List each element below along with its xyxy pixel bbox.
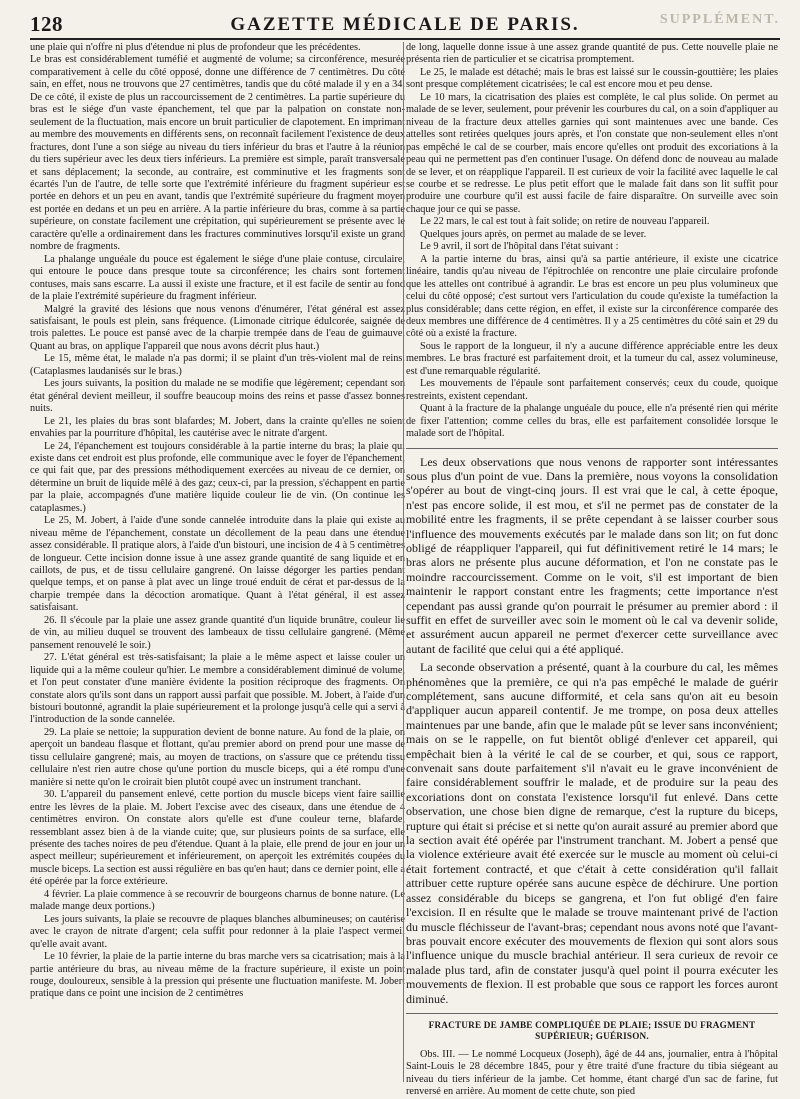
paragraph: Le 25, M. Jobert, à l'aide d'une sonde cannelée introduite dans la plaie qui existe au niveau même de l'épanchement, constate un décollement de la peau dans une étendue assez considérable. Il pratique alors, à l'aide d'un bistouri, une incision de 4 à 5 centimètres de longueur. Cette incision donne issue à une assez grande quantité de sang liquide et en caillots, de pus, et de tissu cellulaire gangrené. On laisse dégorger les parties pendant quelque temps, et on panse à plat avec un linge troué enduit de cérat et par-dessus de la charpie trempée dans la décoction aromatique. Quant à l'état général, il est assez satisfaisant. (30, 515, 405, 614)
left-column (30, 42, 405, 1082)
paragraph: 26. Il s'écoule par la plaie une assez grande quantité d'un liquide brunâtre, couleur lie de vin, au milieu duquel se trouvent des lambeaux de tissu cellulaire gangrené. (Même pansement renouvelé le soir.) (30, 614, 405, 651)
paragraph: Le 15, même état, le malade n'a pas dormi; il se plaint d'un très-violent mal de reins. (Cataplasmes laudanisés sur le bras.) (30, 353, 405, 377)
paragraph: 29. La plaie se nettoie; la suppuration devient de bonne nature. Au fond de la plaie, on aperçoit un bandeau flasque et flottant, qu'au premier abord on prend pour une masse de tissu cellulaire gangrené; mais, au moyen de tractions, on s'assure que ce prétendu tissu cellulaire n'est rien autre chose qu'une portion du muscle biceps, qui a été rompu d'une manière si nette qu'on le croirait bien plutôt coupé avec un instrument tranchant. (30, 726, 405, 788)
right-column (406, 42, 778, 1098)
paragraph: La seconde observation a présenté, quant à la courbure du cal, les mêmes phénomènes que la première, ce qui n'a pas empêché le malade de guérir complétement, sans aucune difformité, et cela sans qu'on ait eu besoin d'appliquer aucun appareil contentif. Je me trompe, on posa deux attelles maintenues par une bande, afin que le malade pût se lever sans inconvénient; mais on se le rappelle, on fut bientôt obligé d'enlever cet appareil, qui empêchait bien à la vérité le cal de se courber, et qui, sous ce rapport, convenait sans doute parfaitement s'il n'avait eu le grave inconvénient de faire considérablement souffrir le malade, et de produire sur la peau des excoriations dont on constata l'existence lorsqu'il fut enlevé. Dans cette observation, une chose bien digne de remarque, c'est la rupture du biceps, rupture qui était si précise et si nette qu'on aurait assuré au premier abord que la section avait été opérée par l'instrument tranchant. M. Jobert a pensé que la violence extérieure avait été exercée sur le muscle au moment où celui-ci était fortement contracté, et que c'était à cette considération qu'il fallait attribuer cette rupture opérée sans aucune espèce de déchirure. Une portion assez considérable du biceps se gangrena, et l'on fut obligé d'en faire l'excision. Il en résulte que le malade se trouve maintenant privé de l'action du muscle fléchisseur de l'avant-bras; cependant nous avons noté que l'avant-bras pouvait encore exécuter des mouvements de flexion qui sont alors sous l'influence unique du muscle brachial antérieur. Il sera curieux de revoir ce malade plus tard, afin de constater jusqu'à quel point il pourra exécuter les mouvements de flexion. Il est probable que sous ce rapport les forces auront diminué. (406, 660, 778, 1006)
paragraph: Les jours suivants, la position du malade ne se modifie que légèrement; cependant son état général devient meilleur, il souffre beaucoup moins des reins et passe d'assez bonnes nuits. (30, 378, 405, 415)
paragraph: Le bras est considérablement tuméfié et augmenté de volume; sa circonférence, mesurée comparativement à celle du côté opposé, donne une différence de 7 centimètres. Du côté sain, en effet, nous ne trouvons que 27 centimètres, tandis que du côté malade il y en a 34. De ce côté, il existe de plus un raccourcissement de 2 centimètres. La partie supérieure du bras est le siége d'un vaste épanchement, tel que par la palpation on constate non-seulement de la fluctuation, mais encore un bruit particulier de clapotement. En imprimant au membre des mouvements en différents sens, on reconnaît facilement l'existence de deux fractures, dont l'une a son siége au niveau du tiers inférieur du bras et l'autre à la réunion du tiers supérieur avec les deux tiers inférieurs. La première est simple, paraît transversale et sans déplacement; la seconde, au contraire, est comminutive et les fragments sont écartés l'un de l'autre, de telle sorte que l'extrémité inférieure du fragment supérieur est portée en dehors et un peu en avant, tandis que l'extrémité supérieure du fragment moyen est portée en dedans et un peu en arrière. A la partie inférieure du bras, comme à sa partie supérieure, on constate facilement une crépitation, qui supérieurement se présente avec le caractère qu'elle a ordinairement dans les fractures comminutives lorsqu'il existe un grand nombre de fragments. (30, 54, 405, 253)
paragraph: Le 9 avril, il sort de l'hôpital dans l'état suivant : (420, 241, 619, 253)
page-number: 128 (30, 12, 63, 36)
paragraph: Le 10 février, la plaie de la partie interne du bras marche vers sa cicatrisation; mais à la partie antérieure du bras, au niveau même de la fracture supérieure, il existe un point rouge, douloureux, sensible à la pression qui présente une fluctuation manifeste. M. Jobert pratique dans ce point une incision de 2 centimètres (30, 951, 405, 1000)
section-separator (406, 448, 778, 449)
paragraph: Malgré la gravité des lésions que nous venons d'énumérer, l'état général est assez satisfaisant, le pouls est plein, sans fréquence. (Limonade citrique édulcorée, saignée de trois palettes. Le pouce est pansé avec de la charpie trempée dans de l'eau de guimauve. Quant au bras, on applique l'appareil que nous avons décrit plus haut.) (30, 303, 405, 352)
paragraph: Le 21, les plaies du bras sont blafardes; M. Jobert, dans la crainte qu'elles ne soient envahies par la pourriture d'hôpital, les cautérise avec le nitrate d'argent. (30, 415, 405, 440)
paragraph: Sous le rapport de la longueur, il n'y a aucune différence appréciable entre les deux membres. Le bras fracturé est parfaitement droit, et la tumeur du cal, assez volumineuse, est d'une remarquable régularité. (406, 340, 778, 377)
paragraph: 27. L'état général est très-satisfaisant; la plaie a le même aspect et laisse couler un liquide qui a la même couleur qu'hier. Le membre a considérablement diminué de volume, et l'on peut constater d'une manière évidente la position réciproque des fragments. On constate alors qu'ils sont dans un rapport aussi parfait que possible. M. Jobert, à l'aide d'un bistouri boutonné, agrandit la plaie supérieurement et la prolonge jusqu'à celle qui a servi à l'introduction de la sonde cannelée. (30, 652, 405, 726)
paragraph: 4 février. La plaie commence à se recouvrir de bourgeons charnus de bonne nature. (Le malade mange deux portions.) (30, 888, 405, 913)
paragraph: Le 24, l'épanchement est toujours considérable à la partie interne du bras; la plaie qui existe dans cet endroit est plus profonde, elle communique avec le foyer de l'épanchement, ce qui fait que, par des pressions méthodiquement exercées au niveau de ce dernier, on détermine un bruit de liquide mêlé à des gaz; ceux-ci, par la pression, s'échappent en partie par la plaie, accompagnés d'une matière liquide couleur lie de vin. (On continue les cataplasmes.) (30, 440, 405, 514)
commentary (406, 455, 778, 1006)
paragraph: Le 22 mars, le cal est tout à fait solide; on retire de nouveau l'appareil. (420, 216, 710, 228)
running-head-bleed: SUPPLÉMENT. (659, 12, 780, 27)
observation-continuation (406, 42, 778, 441)
paragraph: Le 25, le malade est détaché; mais le bras est laissé sur le coussin-gouttière; les plaies sont presque complétement cicatrisées; le cal est encore mou et peu dense. (406, 66, 778, 91)
paragraph: Les deux observations que nous venons de rapporter sont intéressantes sous plus d'un point de vue. Dans la première, nous voyons la consolidation s'opérer au bout de vingt-cinq jours. Il est vrai que le cal, à cette époque, n'est pas encore solide, il est mou, et s'il ne permet pas de constater de la mobilité entre les fragments, il se prête cependant à se laisser courber sous l'influence des mouvements exécutés par le malade dans son lit; on fut donc obligé de réappliquer l'appareil, qui fut définitivement retiré le 14 mars; le bras alors ne présente plus aucune déformation, et l'on ne constate pas le moindre raccourcissement. Comme on le voit, s'il est important de bien maintenir le rapport constant entre les fragments; cette importance n'est cependant pas aussi grande qu'on pourrait le présumer au premier abord : il suffit en effet de surveiller avec soin le moment où le cal va devenir solide, et assurément aucun appareil ne permet d'exercer cette surveillance avec autant de facilité que celui qui a été appliqué. (406, 454, 778, 656)
paragraph: Quelques jours après, on permet au malade de se lever. (420, 228, 647, 240)
paragraph: une plaie qui n'offre ni plus d'étendue ni plus de profondeur que les précédentes. (30, 42, 361, 53)
header-rule (30, 38, 780, 40)
section-separator-2 (406, 1013, 778, 1014)
paragraph: A la partie interne du bras, ainsi qu'à sa partie antérieure, il existe une cicatrice linéaire, tandis qu'au niveau de l'épitrochlée on rencontre une plaie circulaire profonde que les attelles ont contribué à agrandir. Le bras est encore un peu plus volumineux que celui du côté opposé; c'est surtout vers l'articulation du coude qu'existe la tuméfaction la plus considérable; dans cette région, en effet, il existe sur la circonférence comparée des deux membres une différence de 4 centimètres. Il y a 25 centimètres du côté sain et 29 du côté où a existé la fracture. (406, 253, 778, 340)
paragraph: 30. L'appareil du pansement enlevé, cette portion du muscle biceps vient faire saillie entre les lèvres de la plaie. M. Jobert l'excise avec des ciseaux, dans une étendue de 4 centimètres environ. On constate alors qu'elle est d'une couleur terne, blafarde, ressemblant assez bien à de la viande cuite; que, sur plusieurs points de sa surface, elle présente des taches noires de peu d'étendue. Quant à la plaie, elle prend de jour en jour un aspect meilleur; supérieurement et inférieurement, on aperçoit les extrémités coupées du muscle biceps. La section est aussi régulière en bas qu'en haut; dans ce dernier point, elle a été opérée par la force extérieure. (30, 789, 405, 888)
paragraph: Les mouvements de l'épaule sont parfaitement conservés; ceux du coude, quoique restreints, existent cependant. (406, 378, 778, 402)
paragraph: de long, laquelle donne issue à une assez grande quantité de pus. Cette nouvelle plaie ne présenta rien de particulier et se cicatrisa promptement. (406, 42, 778, 66)
paragraph: Les jours suivants, la plaie se recouvre de plaques blanches albumineuses; on cautérise avec le crayon de nitrate d'argent; cela suffit pour redonner à la plaie l'aspect vermeil qu'elle avait avant. (30, 913, 405, 950)
paragraph: La phalange unguéale du pouce est également le siége d'une plaie contuse, circulaire, qui entoure le pouce dans presque toute sa circonférence; les chairs sont fortement contuses, mais sans escarre. La aussi il existe une fracture, et il est facile de sentir au fond de la plaie l'extrémité supérieure du fragment inférieur. (30, 253, 405, 303)
observation-three: Obs. III. — Le nommé Locqueux (Joseph), âgé de 44 ans, journalier, entra à l'hôpital Saint-Louis le 28 décembre 1845, pour y être traité d'une fracture du tibia siégeant au niveau du tiers inférieur de la jambe. Cet homme, étant chargé d'un sac de farine, fut renversé en arrière. Au moment de cette chute, son pied (406, 1048, 778, 1098)
paragraph: Le 10 mars, la cicatrisation des plaies est complète, le cal plus solide. On permet au malade de se lever, seulement, pour prévenir les courbures du cal, on a soin d'appliquer au niveau de la fracture deux attelles garnies qui sont maintenues avec une bande. Ces attelles sont retirées quelques jours après, et l'on constate que non-seulement elles n'ont pas empêché le cal de se courber, mais encore qu'elles ont produit des excoriations à la peau qui ne permettent pas d'en continuer l'usage. On défend donc de nouveau au malade de se lever, et on réapplique l'appareil. Il est curieux de voir la facilité avec laquelle le cal se courbe et se redresse. Le plus petit effort que le malade fait dans son lit suffit pour produire une courbure qu'il est aussi facile de faire disparaître. On surveille avec soin chaque jour ce qui se passe. (406, 91, 778, 215)
journal-title: GAZETTE MÉDICALE DE PARIS. (230, 14, 580, 35)
page-header (30, 12, 780, 38)
section-title: FRACTURE DE JAMBE COMPLIQUÉE DE PLAIE; ISSUE DU FRAGMENT SUPÉRIEUR; GUÉRISON. (428, 1019, 756, 1042)
column-divider (403, 42, 404, 1082)
paragraph: Quant à la fracture de la phalange unguéale du pouce, elle n'a présenté rien qui mérite de fixer l'attention; comme celles du bras, elle est parfaitement consolidée lorsque le malade sort de l'hôpital. (406, 403, 778, 440)
